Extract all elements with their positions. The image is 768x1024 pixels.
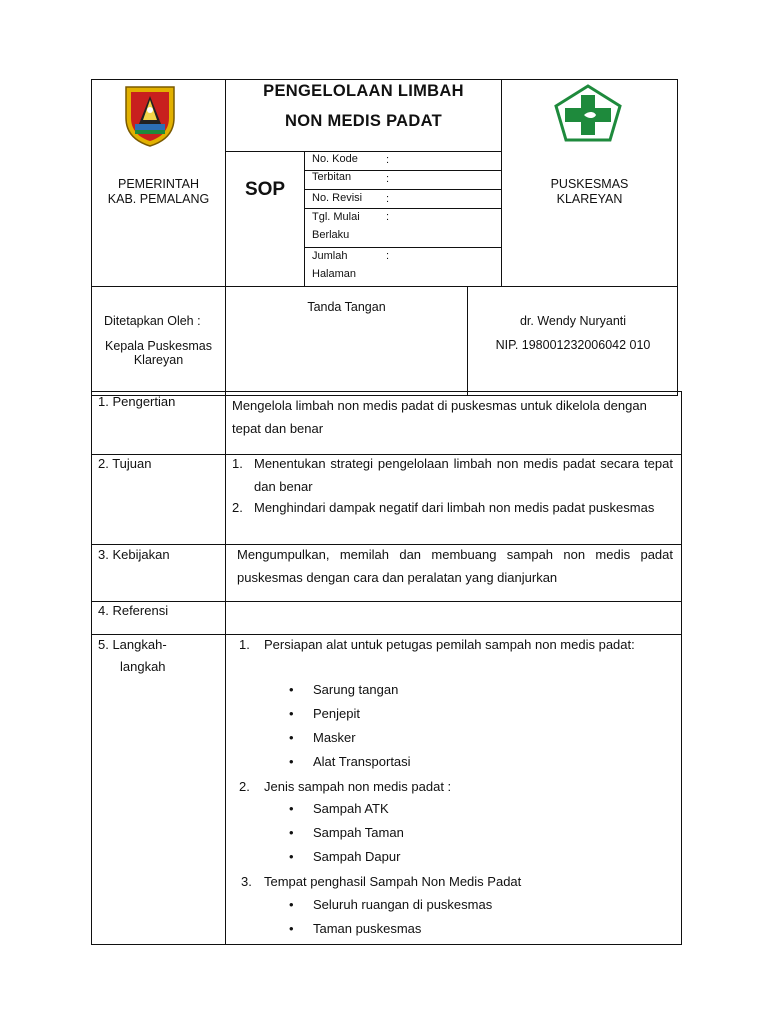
meta-no-kode-label: No. Kode bbox=[312, 153, 358, 165]
meta-no-revisi-sep: : bbox=[386, 193, 390, 205]
bullet-item: • Sarung tangan bbox=[313, 678, 411, 702]
signer-nip: NIP. 198001232006042 010 bbox=[495, 338, 651, 352]
referensi-label: 4. Referensi bbox=[98, 603, 169, 618]
signature-label: Tanda Tangan bbox=[307, 300, 386, 314]
bullet-item: • Taman puskesmas bbox=[313, 917, 492, 941]
meta-tgl-mulai-label: Tgl. Mulai bbox=[312, 211, 360, 223]
pengertian-label: 1. Pengertian bbox=[98, 394, 176, 409]
bullet-item: • Sampah Dapur bbox=[313, 845, 404, 869]
meta-berlaku-label: Berlaku bbox=[312, 229, 350, 241]
langkah-label-line2: langkah bbox=[120, 659, 166, 674]
bullet-item: • Seluruh ruangan di puskesmas bbox=[313, 893, 492, 917]
bullet-item: • Sampah ATK bbox=[313, 797, 404, 821]
tujuan-item-2: Menghindari dampak negatif dari limbah non medis padat puskesmas bbox=[254, 500, 655, 515]
step-1-bullets bbox=[313, 678, 411, 774]
meta-no-kode-sep: : bbox=[386, 154, 390, 166]
step-1-num: 1. bbox=[239, 637, 250, 652]
step-3-text: Tempat penghasil Sampah Non Medis Padat bbox=[264, 874, 522, 889]
step-1-text: Persiapan alat untuk petugas pemilah sampah non medis padat: bbox=[264, 637, 635, 652]
tujuan-label: 2. Tujuan bbox=[98, 456, 152, 471]
step-3-bullets bbox=[313, 893, 492, 941]
bullet-item: • Masker bbox=[313, 726, 411, 750]
kebijakan-text: Mengumpulkan, memilah dan membuang sampah non medis padat puskesmas dengan cara dan peralatan yang dianjurkan bbox=[237, 547, 673, 585]
step-2-bullets bbox=[313, 797, 404, 869]
row-divider-3 bbox=[91, 601, 682, 602]
bullet-item: • Penjepit bbox=[313, 702, 411, 726]
pengertian-text: Mengelola limbah non medis padat di puskesmas untuk dikelola dengan tepat dan benar bbox=[232, 398, 647, 436]
meta-terbitan-label: Terbitan bbox=[312, 171, 352, 183]
kebijakan-label: 3. Kebijakan bbox=[98, 547, 170, 562]
puskesmas-line1: PUSKESMAS bbox=[550, 177, 629, 191]
kab-pemalang-emblem bbox=[123, 84, 177, 148]
meta-jumlah-label: Jumlah bbox=[312, 250, 348, 262]
tujuan-num-2: 2. bbox=[232, 500, 243, 515]
sop-label: SOP bbox=[244, 179, 286, 200]
meta-terbitan-sep: : bbox=[386, 173, 390, 185]
langkah-label-line1: 5. Langkah- bbox=[98, 637, 167, 652]
tujuan-num-1: 1. bbox=[232, 456, 243, 471]
step-2-text: Jenis sampah non medis padat : bbox=[264, 779, 452, 794]
step-3-num: 3. bbox=[241, 874, 252, 889]
puskesmas-logo bbox=[554, 84, 622, 142]
set-by-label: Ditetapkan Oleh : bbox=[104, 314, 201, 328]
signer-name: dr. Wendy Nuryanti bbox=[519, 314, 627, 328]
content-label-divider bbox=[225, 391, 226, 945]
position-line2: Klareyan bbox=[133, 353, 184, 367]
meta-tgl-mulai-sep: : bbox=[386, 211, 390, 223]
meta-jumlah-sep: : bbox=[386, 250, 390, 262]
position-line1: Kepala Puskesmas bbox=[104, 339, 212, 353]
title-divider bbox=[225, 151, 501, 152]
bullet-item: • Sampah Taman bbox=[313, 821, 404, 845]
step-2-num: 2. bbox=[239, 779, 250, 794]
meta-halaman-label: Halaman bbox=[312, 268, 357, 280]
bullet-item: • Alat Transportasi bbox=[313, 750, 411, 774]
tujuan-item-1: Menentukan strategi pengelolaan limbah non medis padat secara tepat dan benar bbox=[254, 456, 673, 494]
puskesmas-line2: KLAREYAN bbox=[556, 192, 623, 206]
doc-title-line1: PENGELOLAAN LIMBAH bbox=[263, 82, 464, 100]
org-name-line2: KAB. PEMALANG bbox=[107, 192, 210, 206]
meta-no-revisi-label: No. Revisi bbox=[312, 192, 363, 204]
doc-title-line2: NON MEDIS PADAT bbox=[285, 112, 442, 130]
org-name-line1: PEMERINTAH bbox=[117, 177, 200, 191]
sop-divider bbox=[304, 151, 305, 287]
